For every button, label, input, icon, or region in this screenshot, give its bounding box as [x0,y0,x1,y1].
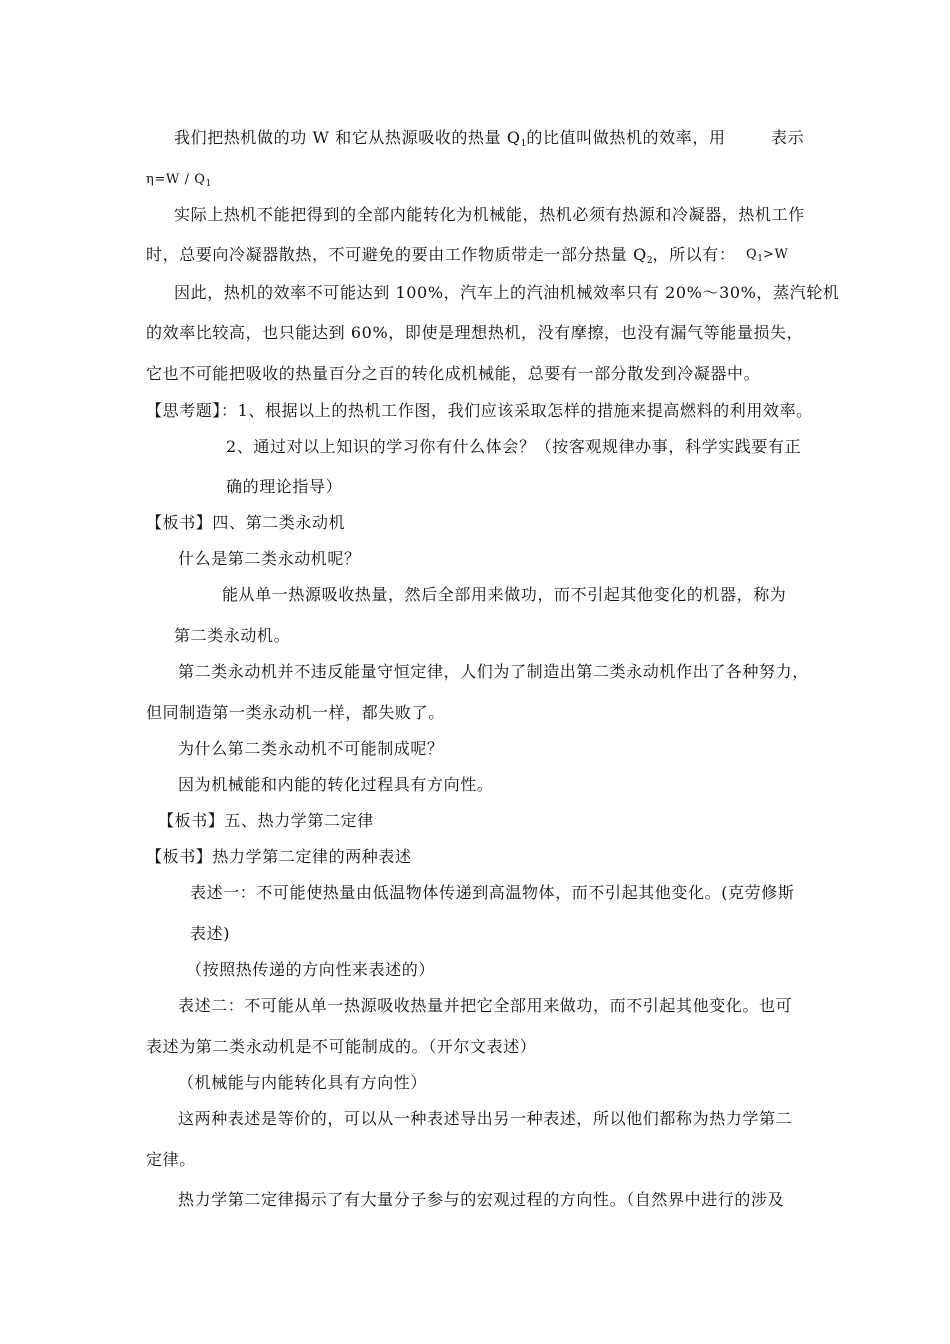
text: ，所以有： [652,245,736,264]
board-heading-4: 【板书】四、第二类永动机 [146,513,346,532]
subscript: 2 [646,256,653,266]
paragraph-heat-engine-line1: 实际上热机不能把得到的全部内能转化为机械能，热机必须有热源和冷凝器，热机工作 [174,205,805,224]
text: 时，总要向冷凝器散热，不可避免的要由工作物质带走一部分热量 Q [146,245,647,264]
statement-2-line1: 表述二：不可能从单一热源吸收热量并把它全部用来做功，而不引起其他变化。也可 [178,996,793,1015]
definition-line1: 能从单一热源吸收热量，然后全部用来做功，而不引起其他变化的机器，称为 [222,585,787,604]
answer-because: 因为机械能和内能的转化过程具有方向性。 [178,775,494,794]
statement-1-note: （按照热传递的方向性来表述的） [186,960,436,979]
thinking-question-2-line1: 2、通过对以上知识的学习你有什么体会？（按客观规律办事，科学实践要有正 [226,437,802,456]
equivalence-line1: 这两种表述是等价的，可以从一种表述导出另一种表述，所以他们都称为热力学第二 [178,1109,793,1128]
text: 的比值叫做热机的效率，用 [526,128,726,147]
subscript: 1 [757,254,763,264]
text: Q [746,247,758,262]
statement-2-line2: 表述为第二类永动机是不可能制成的。（开尔文表述） [146,1037,537,1056]
efficiency-formula [146,170,211,194]
paragraph-efficiency-definition [174,128,726,154]
paragraph-direction-reveal: 热力学第二定律揭示了有大量分子参与的宏观过程的方向性。（自然界中进行的涉及 [178,1190,785,1209]
definition-line2: 第二类永动机。 [174,626,291,645]
subscript: 1 [520,139,527,149]
text: >W [763,247,789,262]
equivalence-line2: 定律。 [146,1150,196,1169]
paragraph-efficiency-limit-line3: 它也不可能把吸收的热量百分之百的转化成机械能，总要有一部分散发到冷凝器中。 [146,364,761,383]
statement-2-note: （机械能与内能转化具有方向性） [178,1073,428,1092]
paragraph-efficiency-definition-tail: 表示 [771,128,805,147]
question-why: 为什么第二类永动机不可能制成呢？ [178,739,444,758]
board-heading-5: 【板书】五、热力学第二定律 [158,811,374,830]
question-what-is: 什么是第二类永动机呢？ [178,549,361,568]
paragraph-heat-engine-line2 [146,245,736,271]
statement-1-line1: 表述一：不可能使热量由低温物体传递到高温物体，而不引起其他变化。(克劳修斯 [190,883,795,902]
paragraph-efficiency-limit-line2: 的效率比较高，也只能达到 60%，即使是理想热机，没有摩擦，也没有漏气等能量损失， [146,323,804,342]
formula-text: η=W / Q [146,172,206,187]
statement-1-line2: 表述) [190,924,231,943]
paragraph-second-kind-line2: 但同制造第一类永动机一样，都失败了。 [146,703,445,722]
paragraph-efficiency-limit-line1: 因此，热机的效率不可能达到 100%，汽车上的汽油机械效率只有 20%～30%，蒸汽轮机 [174,283,840,302]
subscript: 1 [205,179,212,189]
board-heading-two-statements: 【板书】热力学第二定律的两种表述 [146,847,412,866]
thinking-question-2-line2: 确的理论指导） [226,477,343,496]
inequality-q1-w [746,245,788,269]
thinking-question-1: 【思考题】：1、根据以上的热机工作图，我们应该采取怎样的措施来提高燃料的利用效率。 [146,401,813,420]
paragraph-second-kind-line1: 第二类永动机并不违反能量守恒定律，人们为了制造出第二类永动机作出了各种努力， [178,662,809,681]
text: 我们把热机做的功 W 和它从热源吸收的热量 Q [174,128,521,147]
